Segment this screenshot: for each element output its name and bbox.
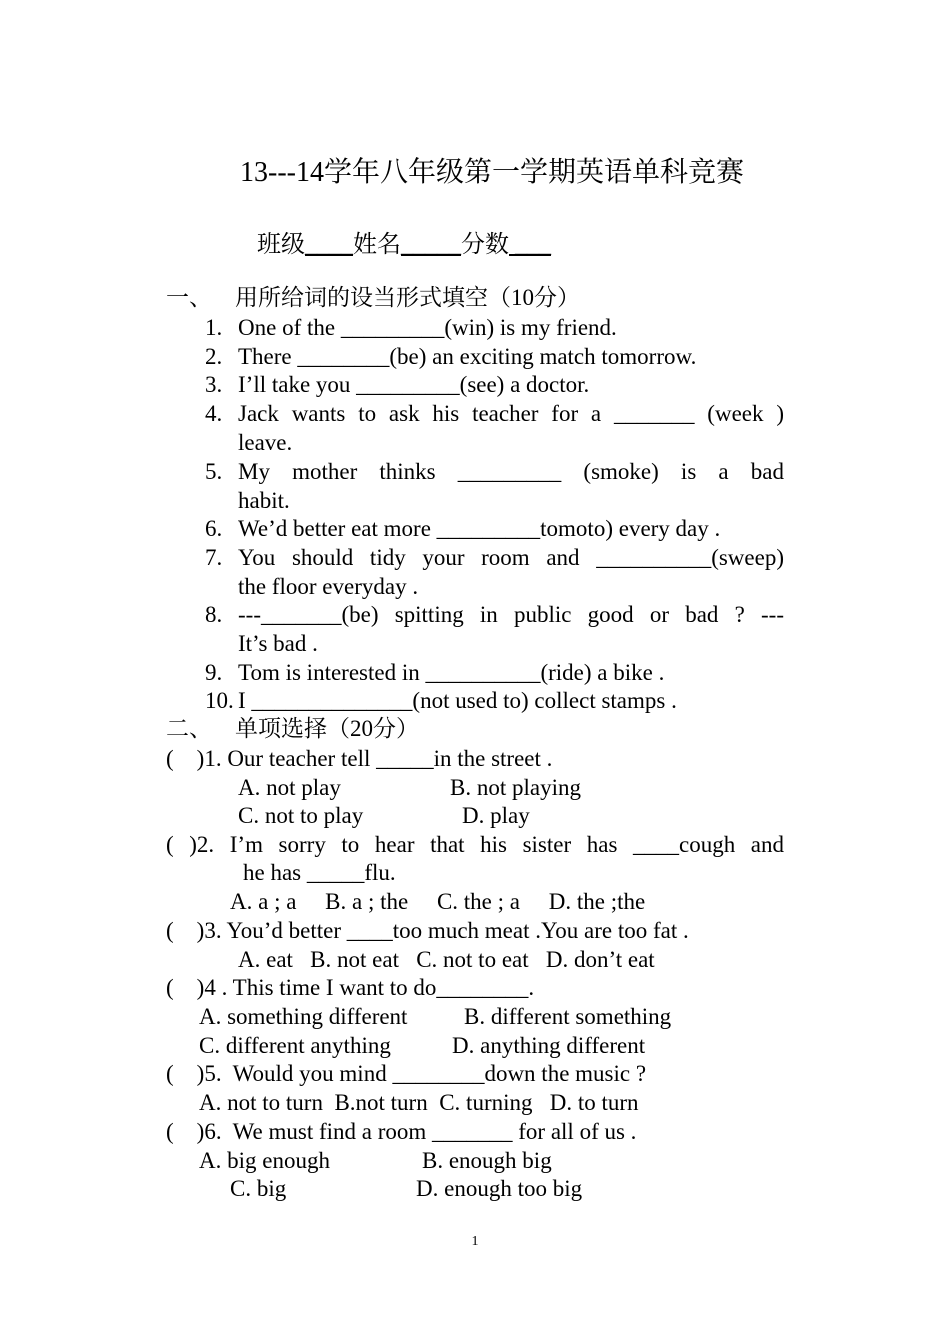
s1-item-number: 7.: [205, 545, 223, 570]
s1-item-number: 6.: [205, 516, 223, 541]
s2-option: A. not play: [238, 775, 341, 800]
s1-item-number: 4.: [205, 401, 223, 426]
s1-item-text: There ________(be) an exciting match tomorrow.: [238, 344, 697, 369]
s2-option: C. big: [230, 1176, 287, 1201]
s1-item-continuation: the floor everyday .: [238, 574, 419, 599]
s2-option: D. enough too big: [416, 1176, 583, 1201]
s2-question-continuation: he has _____flu.: [243, 860, 396, 885]
s2-options: A. eat B. not eat C. not to eat D. don’t eat: [238, 947, 655, 972]
s2-option: A. big enough: [199, 1148, 330, 1173]
s1-item-number: 5.: [205, 459, 223, 484]
s2-option: B. not playing: [450, 775, 581, 800]
s2-question: ( )3. You’d better ____too much meat .You are too fat .: [166, 918, 689, 943]
s1-item-continuation: leave.: [238, 430, 293, 455]
s1-item-number: 10.: [205, 688, 234, 713]
s2-question: ( )4 . This time I want to do________.: [166, 975, 535, 1000]
s1-item-text: Jack wants to ask his teacher for a _______ (week ): [238, 401, 784, 426]
class-label: 班级: [257, 232, 305, 258]
s1-item-continuation: habit.: [238, 488, 290, 513]
s1-item-continuation: It’s bad .: [238, 631, 318, 656]
s1-item-number: 9.: [205, 660, 223, 685]
s1-item-number: 1.: [205, 315, 223, 340]
s2-option: D. play: [462, 803, 530, 828]
s1-item-text: I ______________(not used to) collect stamps .: [238, 688, 677, 713]
section2-heading: 二、 单项选择（20分）: [166, 716, 419, 741]
s2-options: A. not to turn B.not turn C. turning D. to turn: [199, 1090, 639, 1115]
s2-option: C. different anything: [199, 1033, 391, 1058]
s2-question: ( )2. I’m sorry to hear that his sister has ____cough and: [166, 832, 784, 857]
s1-item-text: I’ll take you _________(see) a doctor.: [238, 372, 590, 397]
name-blank: _____: [401, 232, 461, 258]
s2-option: A. something different: [199, 1004, 408, 1029]
name-label: 姓名: [353, 232, 401, 258]
score-label: 分数: [461, 232, 509, 258]
s1-item-text: Tom is interested in __________(ride) a bike .: [238, 660, 665, 685]
score-blank: ___: [509, 232, 551, 258]
s2-option: D. anything different: [452, 1033, 646, 1058]
s2-options: A. a ; a B. a ; the C. the ; a D. the ;the: [230, 889, 646, 914]
s2-option: B. different something: [464, 1004, 672, 1029]
s1-item-number: 8.: [205, 602, 223, 627]
class-blank: ____: [305, 232, 353, 258]
s2-question: ( )5. Would you mind ________down the music ?: [166, 1061, 647, 1086]
student-info-line: [257, 224, 551, 259]
page-number: 1: [471, 1234, 479, 1249]
s1-item-number: 3.: [205, 372, 223, 397]
s1-item-text: We’d better eat more _________tomoto) every day .: [238, 516, 721, 541]
s1-item-text: My mother thinks _________ (smoke) is a bad: [238, 459, 784, 484]
s2-option: B. enough big: [422, 1148, 552, 1173]
s2-option: C. not to play: [238, 803, 364, 828]
s2-question: ( )6. We must find a room _______ for all of us .: [166, 1119, 637, 1144]
s1-item-number: 2.: [205, 344, 223, 369]
s1-item-text: ---_______(be) spitting in public good or bad ? ---: [238, 602, 784, 627]
page-title: 13---14学年八年级第一学期英语单科竞赛: [240, 157, 744, 188]
s1-item-text: One of the _________(win) is my friend.: [238, 315, 617, 340]
s1-item-text: You should tidy your room and __________(sweep): [238, 545, 784, 570]
section1-heading: 一、 用所给词的设当形式填空（10分）: [166, 285, 580, 310]
s2-question: ( )1. Our teacher tell _____in the street .: [166, 746, 553, 771]
